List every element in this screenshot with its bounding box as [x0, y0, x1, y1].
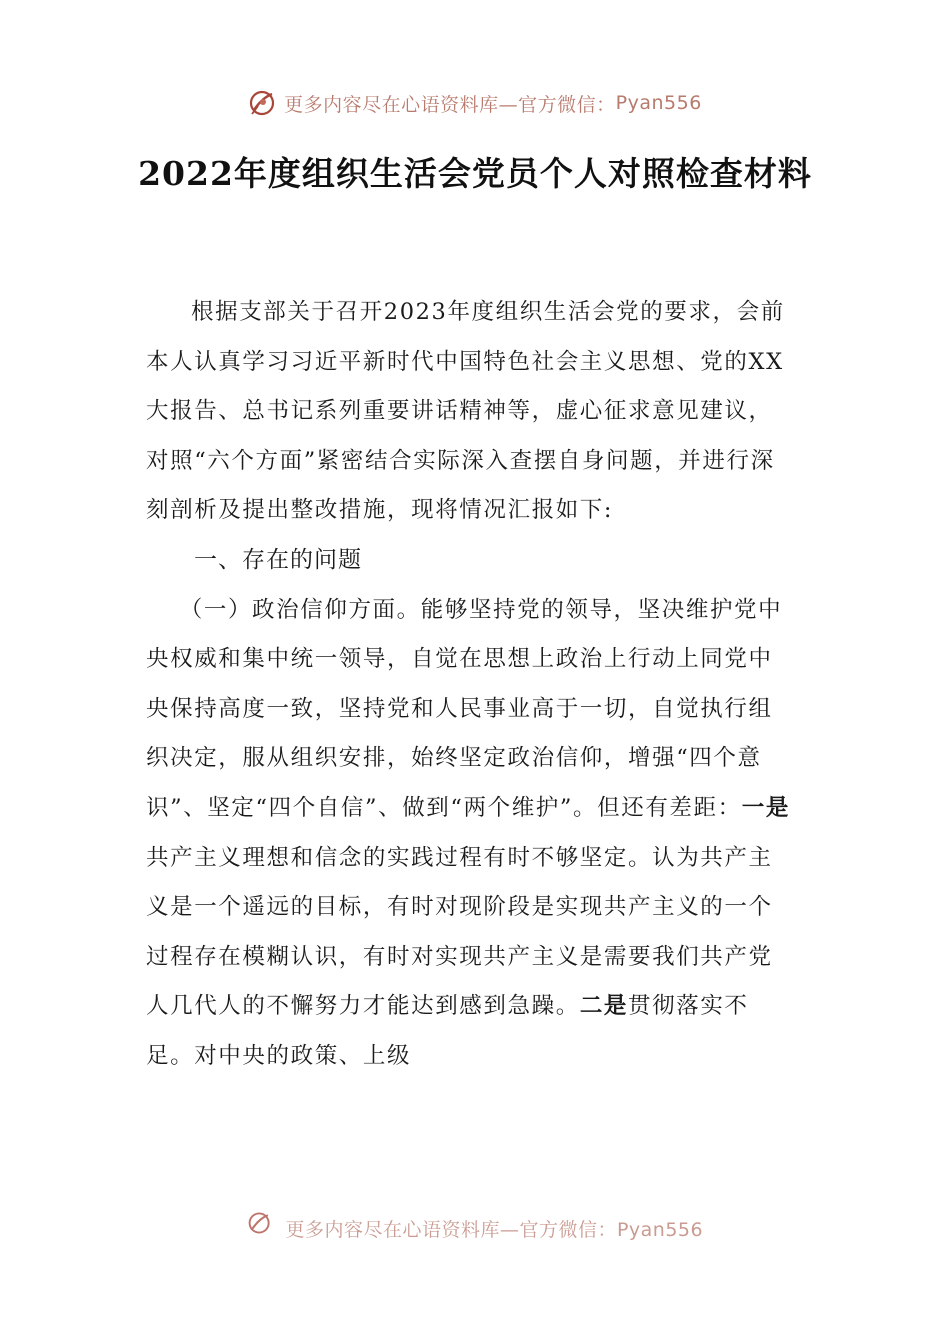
point-one-label: 一是 — [741, 794, 790, 821]
point-two-label: 二是 — [579, 993, 629, 1020]
watermark-footer — [0, 1210, 950, 1241]
watermark-footer-logo-icon — [247, 1210, 273, 1236]
watermark-footer-text: 更多内容尽在心语资料库—官方微信： — [285, 1219, 617, 1241]
watermark-footer-clip — [247, 1210, 704, 1241]
watermark-text: 更多内容尽在心语资料库—官方微信： — [284, 93, 616, 116]
section-heading: 一、存在的问题 — [194, 546, 362, 573]
intro-paragraph: 根据支部关于召开2023年度组织生活会党的要求，会前本人认真学习习近平新时代中国特色社会主义思想、党的XX大报告、总书记系列重要讲话精神等，虚心征求意见建议，对照“六个方面”紧密结合实际深入查摆自身问题，并进行深刻剖析及提出整改措施，现将情况汇报如下: — [146, 299, 785, 524]
point-one-text: 共产主义理想和信念的实践过程有时不够坚定。认为共产主义是一个遥远的目标，有时对现阶段是实现共产主义的一个过程存在模糊认识，有时对实现共产主义是需要我们共产党人几代人的不懈努力才能达到感到急躁。 — [146, 844, 773, 1020]
document-body — [146, 288, 796, 1082]
watermark-wechat-id: Pyan556 — [615, 92, 702, 114]
watermark-header — [0, 88, 950, 118]
subsection-text: （一）政治信仰方面。能够坚持党的领导，坚决维护党中央权威和集中统一领导，自觉在思想上政治上行动上同党中央保持高度一致，坚持党和人民事业高于一切，自觉执行组织决定，服从组织安排，始终坚定政治信仰，增强“四个意识”、坚定“四个自信”、做到“两个维护”。但还有差距： — [146, 596, 783, 821]
document-title: 2022年度组织生活会党员个人对照检查材料 — [138, 154, 812, 193]
subsection-paragraph — [146, 586, 796, 1082]
watermark-logo-icon — [248, 88, 278, 118]
watermark-footer-wechat-id: Pyan556 — [616, 1219, 704, 1241]
point-two-text: 贯彻落实不足。对中央的政策、上级 — [146, 993, 749, 1069]
